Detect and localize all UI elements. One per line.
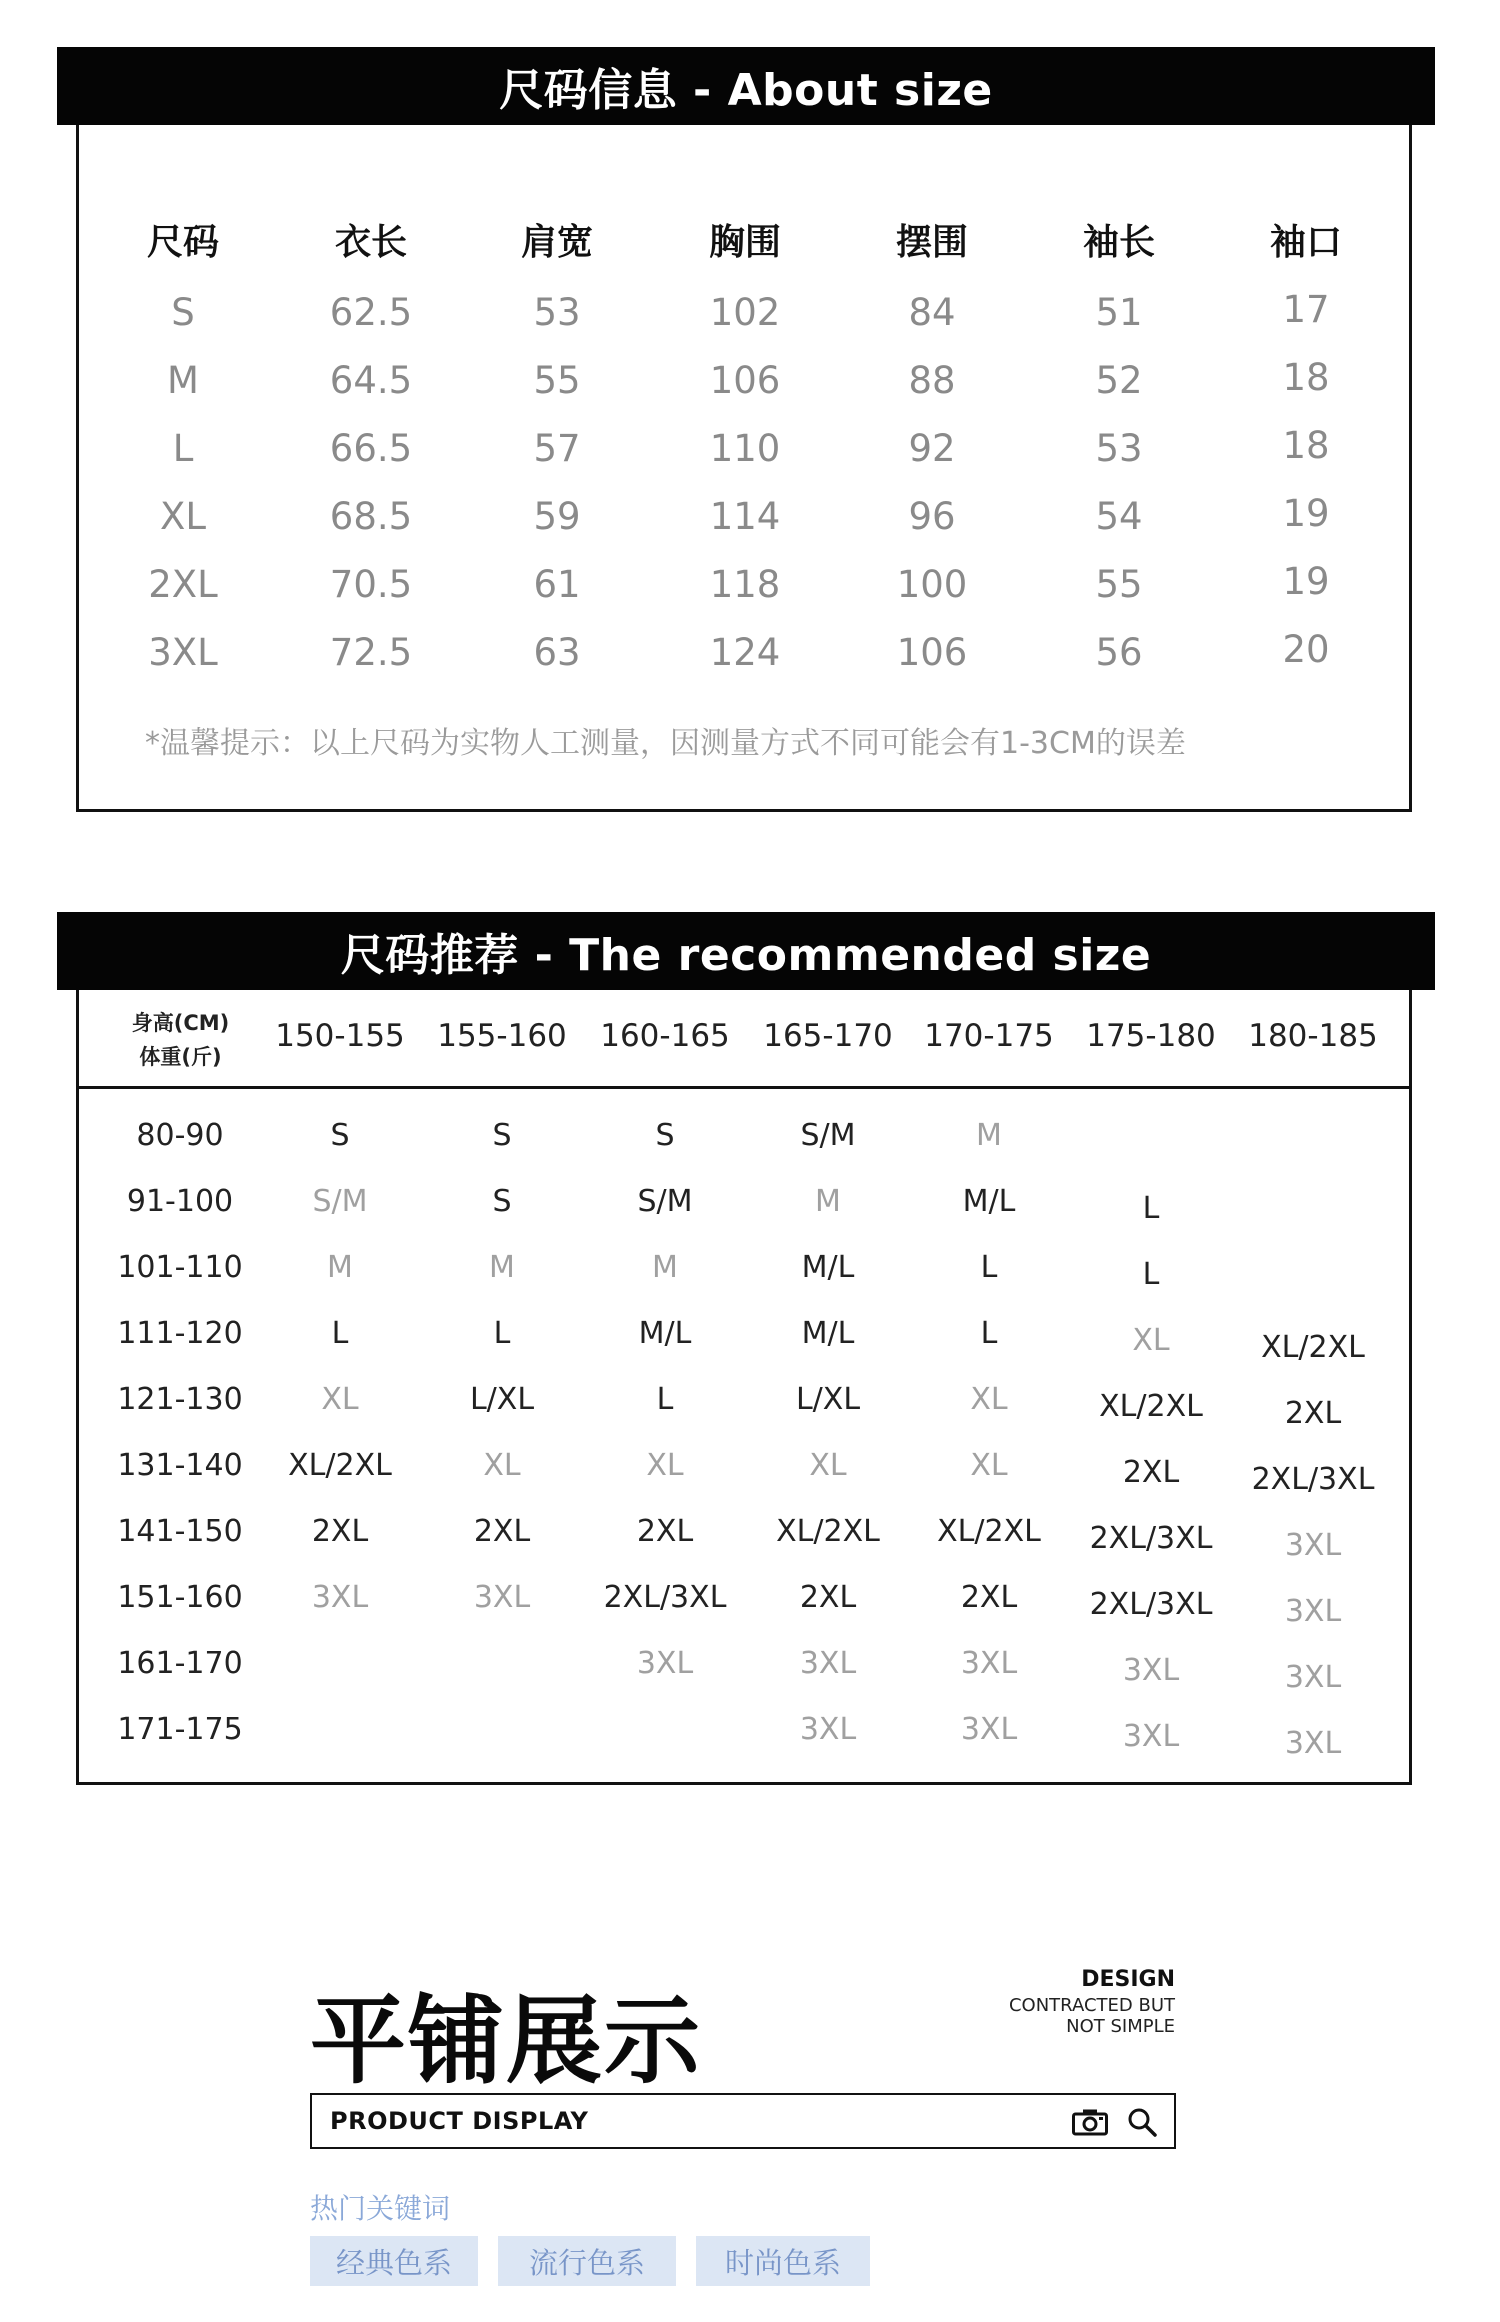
recommended-size-cell: 3XL — [1122, 1719, 1180, 1754]
size-info-cell: 118 — [709, 563, 781, 606]
size-info-header-cell: 胸围 — [708, 222, 781, 263]
recommended-size-cell: 2XL — [636, 1514, 694, 1549]
size-info-cell: 70.5 — [329, 563, 413, 606]
recommended-size-cell: L/XL — [469, 1382, 535, 1417]
recommended-size-cell: L/XL — [795, 1382, 861, 1417]
height-weight-corner — [118, 1006, 243, 1074]
size-info-row — [0, 424, 1500, 477]
recommended-size-cell: L — [331, 1316, 349, 1351]
size-info-cell: 19 — [1282, 560, 1330, 603]
size-info-row — [0, 288, 1500, 341]
size-info-cell: 124 — [709, 631, 781, 674]
weight-cell: 171-175 — [117, 1712, 243, 1747]
size-info-cell: 18 — [1282, 424, 1330, 467]
camera-icon[interactable] — [1072, 2108, 1108, 2136]
recommended-size-cell: XL/2XL — [937, 1514, 1041, 1549]
recommended-size-cell: 2XL/3XL — [1251, 1462, 1375, 1497]
recommended-size-cell: 2XL/3XL — [603, 1580, 727, 1615]
recommended-size-cell: S — [330, 1118, 350, 1153]
height-header-cell: 180-185 — [1248, 1018, 1378, 1054]
size-info-cell: 3XL — [148, 631, 218, 674]
tag-popular-colors[interactable]: 流行色系 — [498, 2236, 676, 2286]
search-icon[interactable] — [1127, 2107, 1157, 2137]
size-info-cell: 59 — [533, 495, 581, 538]
size-info-header-cell: 尺码 — [146, 222, 219, 263]
size-info-cell: 110 — [709, 427, 781, 470]
recommended-size-cell: 3XL — [636, 1646, 694, 1681]
recommended-size-cell: L — [656, 1382, 674, 1417]
height-unit-label: 身高(CM) — [131, 1011, 230, 1035]
size-info-cell: 106 — [709, 359, 781, 402]
recommended-row — [0, 1712, 1500, 1761]
size-info-cell: 51 — [1095, 291, 1143, 334]
recommended-row — [0, 1382, 1500, 1431]
size-info-cell: 56 — [1095, 631, 1143, 674]
recommended-size-cell: L — [980, 1250, 998, 1285]
recommended-size-cell: XL — [646, 1448, 684, 1483]
size-info-header-cell: 摆围 — [895, 222, 968, 263]
size-info-cell: L — [172, 427, 194, 470]
recommended-size-cell: S/M — [312, 1184, 368, 1219]
tag-fashion-colors[interactable]: 时尚色系 — [696, 2236, 870, 2286]
size-info-cell: 53 — [533, 291, 581, 334]
recommended-row — [0, 1118, 1500, 1162]
recommended-size-cell: 3XL — [960, 1712, 1018, 1747]
height-header-cell: 160-165 — [600, 1018, 730, 1054]
recommended-row — [0, 1514, 1500, 1563]
size-info-row — [0, 560, 1500, 613]
size-info-cell: 114 — [709, 495, 781, 538]
size-info-cell: 84 — [908, 291, 956, 334]
recommended-size-cell: 3XL — [799, 1712, 857, 1747]
recommended-size-cell: XL/2XL — [1261, 1330, 1365, 1365]
weight-cell: 121-130 — [117, 1382, 243, 1417]
size-info-cell: 68.5 — [329, 495, 413, 538]
recommended-size-cell: S — [655, 1118, 675, 1153]
size-info-cell: 55 — [1095, 563, 1143, 606]
recommended-size-cell: XL/2XL — [1099, 1389, 1203, 1424]
weight-cell: 80-90 — [136, 1118, 224, 1153]
size-note: *温馨提示：以上尺码为实物人工测量，因测量方式不同可能会有1-3CM的误差 — [145, 726, 1186, 761]
hot-keywords-label: 热门关键词 — [310, 2192, 451, 2225]
recommended-size-cell: XL — [1132, 1323, 1170, 1358]
size-info-cell: XL — [160, 495, 206, 538]
recommended-size-cell: M/L — [801, 1250, 855, 1285]
weight-cell: 91-100 — [126, 1184, 234, 1219]
size-info-cell: 20 — [1282, 628, 1330, 671]
recommended-size-cell: S — [492, 1184, 512, 1219]
size-info-cell: 54 — [1095, 495, 1143, 538]
recommended-size-cell: XL — [321, 1382, 359, 1417]
size-info-cell: 57 — [533, 427, 581, 470]
size-info-cell: 100 — [896, 563, 968, 606]
size-info-cell: 106 — [896, 631, 968, 674]
weight-cell: 151-160 — [117, 1580, 243, 1615]
recommended-size-cell: XL/2XL — [776, 1514, 880, 1549]
size-info-cell: 17 — [1282, 288, 1330, 331]
weight-unit-label: 体重(斤) — [139, 1045, 222, 1069]
recommended-size-cell: S — [492, 1118, 512, 1153]
recommended-row — [0, 1646, 1500, 1695]
size-info-cell: 62.5 — [329, 291, 413, 334]
size-info-cell: M — [167, 359, 199, 402]
recommended-header-divider — [76, 1086, 1412, 1089]
recommended-size-cell: 3XL — [799, 1646, 857, 1681]
size-info-header-cell: 衣长 — [334, 222, 407, 263]
size-info-header-cell: 肩宽 — [520, 222, 593, 263]
recommended-size-cell: 2XL/3XL — [1089, 1587, 1213, 1622]
size-info-header-cell: 袖长 — [1082, 222, 1155, 263]
design-line-1: CONTRACTED BUT — [1008, 1995, 1175, 2016]
height-header-cell: 165-170 — [763, 1018, 893, 1054]
size-info-header-cell: 袖口 — [1269, 222, 1342, 263]
size-info-cell: 55 — [533, 359, 581, 402]
height-header-cell: 150-155 — [275, 1018, 405, 1054]
size-info-cell: 2XL — [148, 563, 218, 606]
recommended-size-cell: L — [493, 1316, 511, 1351]
recommended-size-cell: 3XL — [1284, 1594, 1342, 1629]
recommended-size-cell: L — [1142, 1257, 1160, 1292]
recommended-size-cell: XL — [970, 1382, 1008, 1417]
recommended-size-cell: 3XL — [311, 1580, 369, 1615]
recommended-size-cell: 2XL — [311, 1514, 369, 1549]
recommended-size-cell: XL/2XL — [288, 1448, 392, 1483]
size-info-row — [0, 628, 1500, 681]
size-info-cell: 66.5 — [329, 427, 413, 470]
recommended-size-cell: M/L — [801, 1316, 855, 1351]
recommended-size-cell: XL — [809, 1448, 847, 1483]
recommended-size-cell: XL — [483, 1448, 521, 1483]
recommended-size-cell: S/M — [637, 1184, 693, 1219]
size-info-cell: 61 — [533, 563, 581, 606]
size-info-cell: 53 — [1095, 427, 1143, 470]
recommended-size-cell: M/L — [638, 1316, 692, 1351]
size-info-row — [0, 356, 1500, 409]
recommended-size-cell: L — [1142, 1191, 1160, 1226]
weight-cell: 101-110 — [117, 1250, 243, 1285]
recommended-size-cell: 3XL — [1284, 1726, 1342, 1761]
recommended-size-cell: 2XL — [473, 1514, 531, 1549]
recommended-size-cell: 3XL — [473, 1580, 531, 1615]
recommended-row — [0, 1316, 1500, 1365]
recommended-size-cell: M/L — [962, 1184, 1016, 1219]
recommended-size-cell: M — [652, 1250, 678, 1285]
recommended-row — [0, 1580, 1500, 1629]
recommended-size-cell: 2XL — [799, 1580, 857, 1615]
size-info-cell: 18 — [1282, 356, 1330, 399]
size-info-row — [0, 492, 1500, 545]
recommended-size-banner: 尺码推荐 - The recommended size — [57, 912, 1435, 990]
recommended-size-cell: L — [980, 1316, 998, 1351]
size-info-cell: 88 — [908, 359, 956, 402]
recommended-size-cell: 3XL — [1284, 1660, 1342, 1695]
recommended-row — [0, 1250, 1500, 1294]
recommended-row — [0, 1448, 1500, 1497]
size-info-banner: 尺码信息 - About size — [57, 47, 1435, 125]
recommended-size-cell: 2XL — [1122, 1455, 1180, 1490]
design-slogan — [960, 1965, 1175, 2037]
recommended-size-cell: 2XL/3XL — [1089, 1521, 1213, 1556]
recommended-row — [0, 1184, 1500, 1228]
height-header-cell: 175-180 — [1086, 1018, 1216, 1054]
design-title: DESIGN — [1081, 1967, 1175, 1992]
design-line-2: NOT SIMPLE — [1066, 2016, 1175, 2037]
size-info-cell: 64.5 — [329, 359, 413, 402]
size-info-cell: 52 — [1095, 359, 1143, 402]
recommended-size-cell: 3XL — [1284, 1528, 1342, 1563]
weight-cell: 111-120 — [117, 1316, 243, 1351]
size-info-cell: 63 — [533, 631, 581, 674]
product-display-search-bar[interactable] — [310, 2093, 1176, 2149]
size-info-cell: 96 — [908, 495, 956, 538]
recommended-size-cell: M — [489, 1250, 515, 1285]
size-info-cell: 92 — [908, 427, 956, 470]
weight-cell: 131-140 — [117, 1448, 243, 1483]
recommended-size-cell: 2XL — [1284, 1396, 1342, 1431]
height-header-cell: 155-160 — [437, 1018, 567, 1054]
recommended-size-cell: S/M — [800, 1118, 856, 1153]
recommended-size-cell: 3XL — [1122, 1653, 1180, 1688]
search-bar-label: PRODUCT DISPLAY — [330, 2107, 589, 2135]
recommended-size-cell: 3XL — [960, 1646, 1018, 1681]
size-info-cell: 102 — [709, 291, 781, 334]
recommended-size-cell: M — [327, 1250, 353, 1285]
size-info-cell: 19 — [1282, 492, 1330, 535]
weight-cell: 161-170 — [117, 1646, 243, 1681]
recommended-size-cell: M — [815, 1184, 841, 1219]
product-display-title: 平铺展示 — [310, 1985, 702, 2097]
weight-cell: 141-150 — [117, 1514, 243, 1549]
height-header-cell: 170-175 — [924, 1018, 1054, 1054]
recommended-size-cell: XL — [970, 1448, 1008, 1483]
size-info-cell: S — [171, 291, 195, 334]
recommended-size-cell: 2XL — [960, 1580, 1018, 1615]
recommended-size-cell: M — [976, 1118, 1002, 1153]
size-info-cell: 72.5 — [329, 631, 413, 674]
size-info-header-row — [0, 214, 1500, 264]
tag-classic-colors[interactable]: 经典色系 — [310, 2236, 478, 2286]
